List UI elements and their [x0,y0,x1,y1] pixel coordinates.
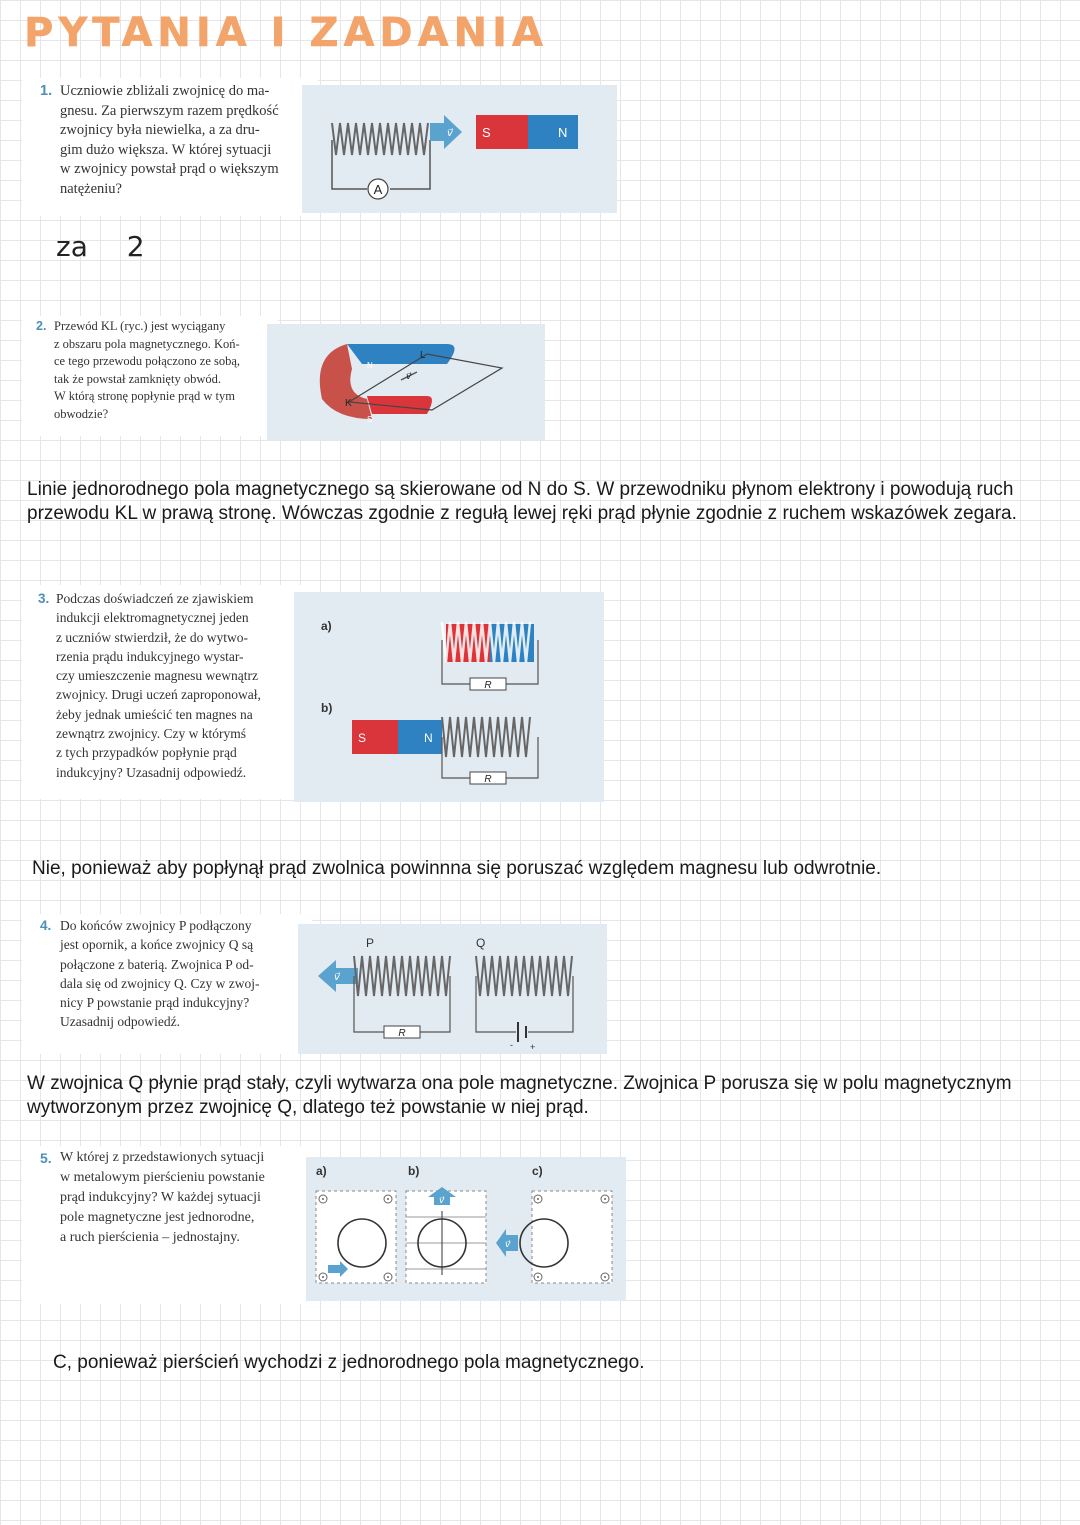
task-number: 4. [40,918,52,933]
answer-4: W zwojnica Q płynie prąd stały, czyli wytwarza ona pole magnetyczne. Zwojnica P porusza się w polu magnetycznym wytworzonym przez zwojnicę Q, dlatego też powstanie w niej prąd. [27,1073,1012,1118]
task-5-figure [306,1157,626,1301]
horseshoe-magnet-diagram [267,324,545,440]
answer-3: Nie, ponieważ aby popłynął prąd zwolnica powinnna się poruszać względem magnesu lub odwrotnie. [32,858,882,879]
task-2-figure [267,324,545,440]
task-text: Do końców zwojnicy P podłączony jest opornik, a końce zwojnicy Q są połączone z baterią. Zwojnica P od- dala się od zwojnicy Q. Czy w zwoj- nicy P powstanie prąd indukcyjny? Uzasadnij odpowiedź. [60,918,260,1030]
coil-p [354,956,450,996]
south-label: S [482,125,491,140]
task-4-figure [298,924,607,1054]
coil-q [476,956,572,996]
velocity-label: v⃗ [447,128,453,139]
answer-2: Linie jednorodnego pola magnetycznego są skierowane od N do S. W przewodniku płynom elektrony i powodują ruch przewodu KL w prawą stronę. Wówczas zgodnie z regułą lewej ręki prąd płynie zgodnie z ruchem wskazówek zegara. [27,479,1017,524]
task-text: Przewód KL (ryc.) jest wyciągany z obszaru pola magnetycznego. Koń- ce tego przewodu połączono ze sobą, tak że powstał zamknięty obwód. W którą stronę popłynie prąd w tym obwodzie? [54,319,241,421]
task-5 [22,1146,318,1304]
answer-1: za 2 [56,230,145,263]
resistor-label: R [484,774,492,785]
battery-minus: - [510,1040,513,1050]
north-label: N [424,731,433,745]
task-number: 2. [36,319,47,333]
label-a: a) [316,1164,327,1178]
resistor-label: R [398,1028,406,1039]
velocity-label-b: v⃗ [439,1195,445,1205]
magnet-coil-diagram [294,592,604,802]
task-number: 1. [40,83,53,99]
south-label: S [367,415,373,424]
label-b: b) [408,1164,420,1178]
label-a: a) [321,619,332,633]
task-4 [22,914,312,1054]
task-text: W której z przedstawionych sytuacji w metalowym pierścieniu powstanie prąd indukcyjny? W każdej sytuacji pole magnetyczne jest jednorodne, a ruch pierścienia – jednostajny. [60,1150,265,1245]
task-number: 3. [38,591,50,606]
rings-in-field-diagram [306,1157,626,1301]
coil-magnet-diagram [302,85,617,213]
q-label: Q [476,936,486,950]
task-number: 5. [40,1150,52,1166]
magnet-north [398,720,442,754]
label-c: c) [532,1164,543,1178]
south-label: S [358,731,367,745]
velocity-label: v⃗ [406,371,412,381]
task-text: Podczas doświadczeń ze zjawiskiem indukcji elektromagnetycznej jeden z uczniów stwierdził, że do wytwo- rzenia prądu indukcyjnego wystar- czy umieszczenie magnesu wewnątrz zwojnicy. Drugi uczeń zaproponował, żeby jednak umieścić ten magnes na zewnątrz zwojnicy. Czy w którymś z tych przypadków popłynie prąd indukcyjny? Uzasadnij odpowiedź. [56,591,261,780]
north-label: N [367,361,373,370]
field-region-c [532,1191,612,1283]
velocity-label-c: v⃗ [505,1239,511,1249]
two-coils-diagram [298,924,607,1054]
task-3-figure [294,592,604,802]
magnet-north-arm [347,344,455,364]
task-text: Uczniowie zbliżali zwojnicę do ma- gnesu. Za pierwszym razem prędkość zwojnicy była niewielka, a za dru- gim dużo większa. W której sytuacji w zwojnicy powstał prąd o większym natężeniu? [60,83,279,197]
task-1-figure [302,85,617,213]
velocity-label: v⃗ [334,972,340,983]
p-label: P [366,936,375,950]
resistor-label: R [484,680,492,691]
battery-icon [518,1022,526,1042]
l-label: L [420,350,426,361]
task-1 [22,78,318,216]
k-label: K [345,398,352,409]
ammeter-label: A [373,182,383,197]
task-2 [22,316,278,436]
task-3 [22,585,306,799]
answer-5: C, ponieważ pierścień wychodzi z jednorodnego pola magnetycznego. [53,1352,645,1373]
velocity-arrow [430,115,462,149]
magnet-north [528,115,578,149]
north-label: N [558,125,568,140]
battery-plus: + [530,1042,536,1052]
label-b: b) [321,701,333,715]
coil-b [442,717,530,757]
page-title: PYTANIA I ZADANIA [24,10,548,56]
coil [332,123,428,155]
